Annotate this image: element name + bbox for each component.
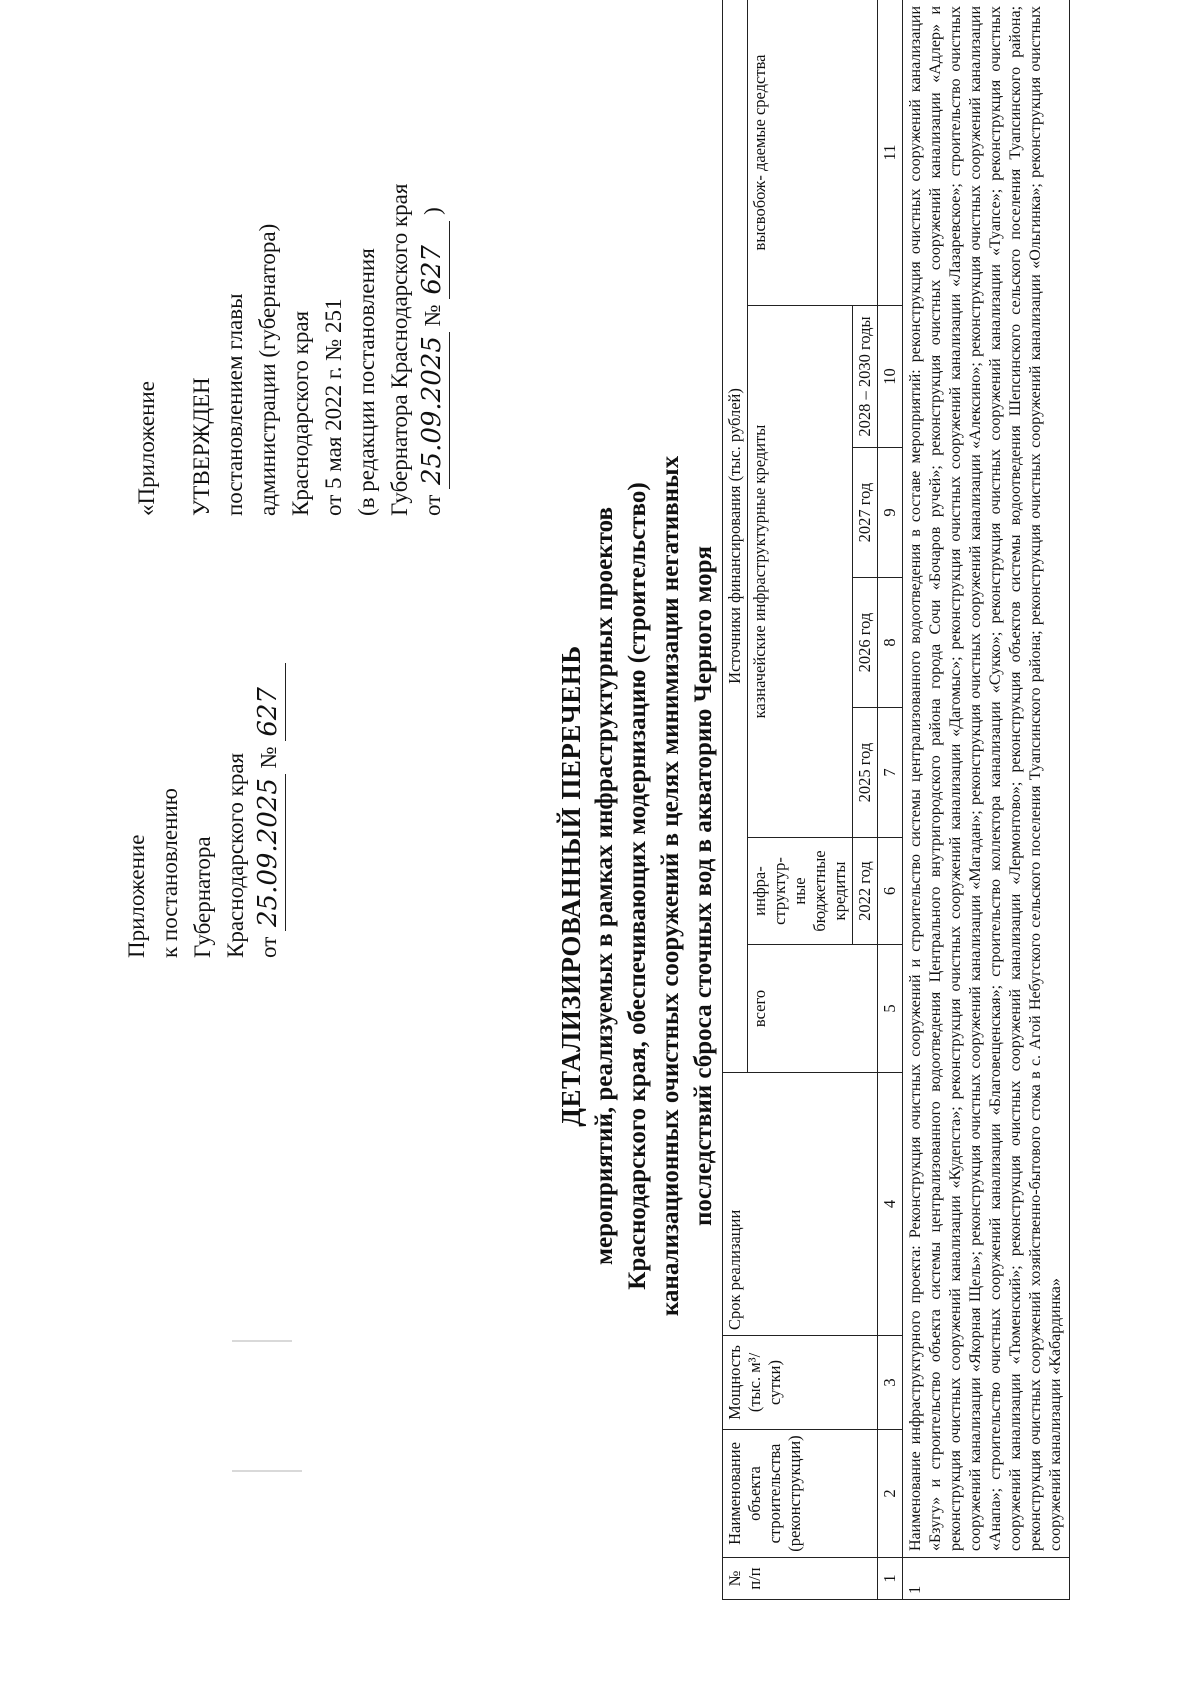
approved-date: 25.09.2025 bbox=[416, 332, 450, 489]
approval-line: Приложение bbox=[124, 834, 149, 958]
approval-block bbox=[120, 538, 286, 958]
header-sources: Источники финансирования (тыс. рублей) bbox=[723, 0, 748, 1073]
header-power: Мощность (тыс. м³/ сутки) bbox=[723, 1336, 878, 1430]
approved-date-line bbox=[416, 16, 450, 516]
approval-line: Краснодарского края bbox=[223, 752, 248, 958]
header-infra: инфра- структур- ные бюджетные кредиты bbox=[748, 838, 853, 945]
column-number: 9 bbox=[878, 448, 903, 578]
column-number: 10 bbox=[878, 306, 903, 448]
header-treasury: казначейские инфраструктурные кредиты bbox=[748, 306, 853, 838]
approved-line: постановлением главы bbox=[222, 293, 247, 516]
title-line: Краснодарского края, обеспечивающих модернизацию (строительство) bbox=[624, 482, 651, 1290]
approved-line: УТВЕРЖДЕН bbox=[189, 377, 214, 516]
number-prefix: № bbox=[256, 746, 281, 769]
title-line: канализационных очистных сооружений в целях минимизации негативных bbox=[657, 455, 684, 1317]
date-prefix: от bbox=[420, 494, 445, 516]
header-year: 2027 год bbox=[853, 448, 878, 578]
approved-line: Губернатора Краснодарского края bbox=[387, 183, 412, 516]
title-line: ДЕТАЛИЗИРОВАННЫЙ ПЕРЕЧЕНЬ bbox=[556, 645, 586, 1127]
close-paren: ) bbox=[420, 207, 445, 215]
approved-line: (в редакции постановления bbox=[354, 248, 379, 516]
header-total: всего bbox=[748, 945, 878, 1073]
column-number: 2 bbox=[878, 1430, 903, 1558]
column-number: 5 bbox=[878, 945, 903, 1073]
header-term: Срок реализации bbox=[723, 1073, 878, 1336]
row-number: 1 bbox=[903, 1558, 1070, 1600]
column-number: 6 bbox=[878, 838, 903, 945]
number-prefix: № bbox=[420, 304, 445, 327]
approval-number: 627 bbox=[252, 663, 286, 741]
table-row bbox=[903, 0, 1070, 1600]
header-year: 2025 год bbox=[853, 708, 878, 838]
title-line: последствий сброса сточных вод в акваторию Черного моря bbox=[690, 546, 717, 1226]
column-number: 8 bbox=[878, 578, 903, 708]
header-name: Наименование объекта строительства (реконструкции) bbox=[723, 1430, 878, 1558]
prilozhenie-header bbox=[130, 381, 163, 516]
approved-line: администрации (губернатора) bbox=[255, 223, 280, 516]
header-freed: высвобож- даемые средства bbox=[748, 0, 878, 306]
header-row bbox=[723, 0, 748, 1600]
column-number: 3 bbox=[878, 1336, 903, 1430]
approved-line: Краснодарского края bbox=[288, 310, 313, 516]
document-title bbox=[555, 246, 720, 1526]
header-year: 2028 – 2030 годы bbox=[853, 306, 878, 448]
approval-date: 25.09.2025 bbox=[252, 774, 286, 931]
column-number: 1 bbox=[878, 1558, 903, 1600]
approved-number: 627 bbox=[416, 221, 450, 299]
header-num: № п/п bbox=[723, 1558, 878, 1600]
prilozhenie-label: «Приложение bbox=[134, 381, 159, 516]
approved-block bbox=[185, 16, 450, 516]
approval-line: к постановлению bbox=[157, 788, 182, 958]
title-line: мероприятий, реализуемых в рамках инфраструктурных проектов bbox=[591, 507, 618, 1265]
header-year: 2026 год bbox=[853, 578, 878, 708]
date-prefix: от bbox=[256, 936, 281, 958]
approval-date-line bbox=[252, 538, 286, 958]
column-number: 4 bbox=[878, 1073, 903, 1336]
approved-line: от 5 мая 2022 г. № 251 bbox=[321, 298, 346, 516]
column-numbers-row bbox=[878, 0, 903, 1600]
column-number: 11 bbox=[878, 0, 903, 306]
project-description: Наименование инфраструктурного проекта: Реконструкция очистных сооружений и строительство системы централизованного водоотведения в составе мероприятий: реконструкция очистных сооружений канализации «Бзугу» и строительство объекта системы централизованного водоотведения Центрального внутригородского района города Сочи «Бочаров ручей»; реконструкция очистных сооружений канализации «Адлер» и реконструкция очистных сооружений канализации «Кудепста»; реконструкция очистных сооружений канализации «Дагомыс»; реконструкция очистных сооружений канализации «Лазаревское»; строительство очистных сооружений канализации «Якорная Щель»; реконструкция очистных сооружений канализации «Магадан»; реконструкция очистных сооружений канализации «Алексино»; реконструкция очистных сооружений канализации «Анапа»; строительство очистных сооружений канализации «Благовещенская»; строительство коллектора канализации «Сукко»; реконструкция очистных сооружений канализации «Туапсе»; реконструкция очистных сооружений канализации «Тюменский»; реконструкция очистных сооружений канализации «Лермонтово»; реконструкция объектов системы водоотведения Шепсинского сельского поселения Туапсинского района; реконструкция очистных сооружений хозяйственно-бытового стока в с. Агой Небугского сельского поселения Туапсинского района; реконструкция очистных сооружений канализации «Ольгинка»; реконструкция очистных сооружений канализации «Кабардинка» bbox=[903, 0, 1070, 1558]
column-number: 7 bbox=[878, 708, 903, 838]
header-year: 2022 год bbox=[853, 838, 878, 945]
approval-line: Губернатора bbox=[190, 836, 215, 958]
projects-table bbox=[722, 0, 1070, 1600]
